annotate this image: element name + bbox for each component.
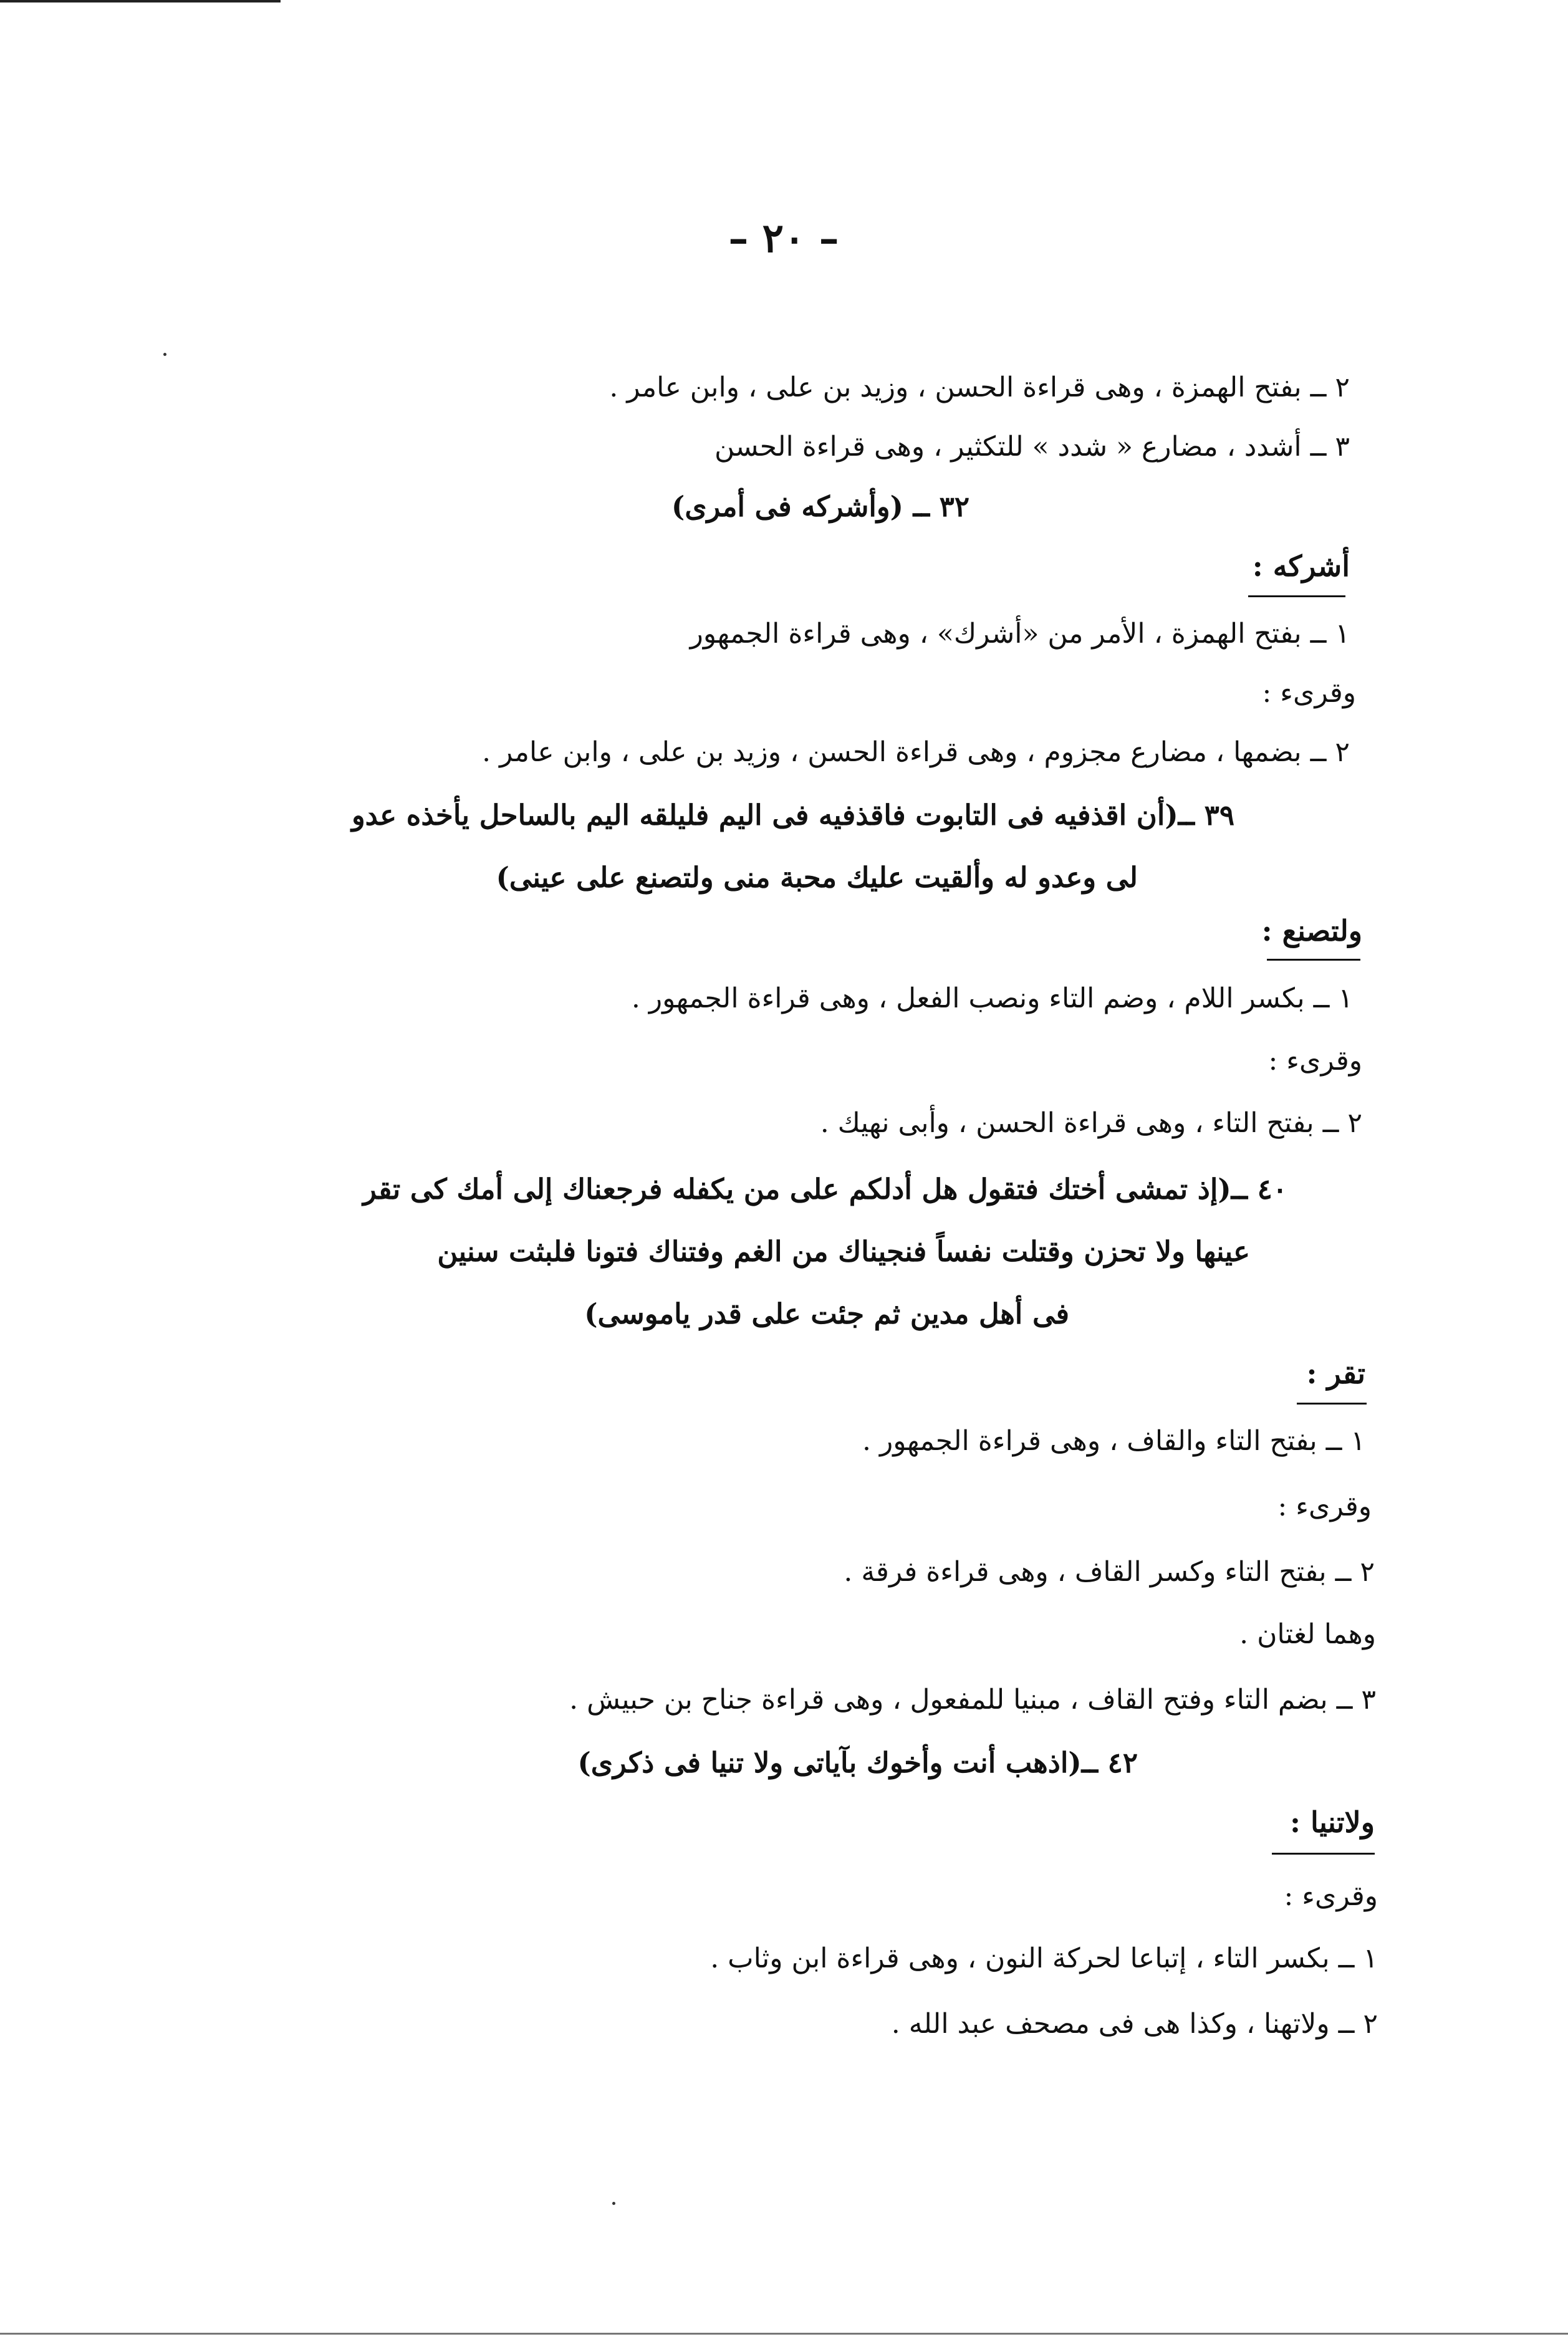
text-line: وقرىء : [1262, 677, 1356, 709]
text-line: ٢ ــ بضمها ، مضارع مجزوم ، وهى قراءة الحسن ، وزيد بن على ، وابن عامر . [482, 736, 1350, 768]
text-line: ١ ــ بفتح التاء والقاف ، وهى قراءة الجمهور . [862, 1425, 1365, 1457]
verse-line: ٤٠ ــ(إذ تمشى أختك فتقول هل أدلكم على من يكفله فرجعناك إلى أمك كى تقر [363, 1173, 1287, 1206]
text-line: ٢ ــ بفتح الهمزة ، وهى قراءة الحسن ، وزيد بن على ، وابن عامر . [609, 372, 1350, 403]
scan-speck [612, 2202, 615, 2205]
section-heading: ولتصنع : [1261, 914, 1362, 948]
verse-line: لى وعدو له وألقيت عليك محبة منى ولتصنع على عينى) [496, 861, 1138, 894]
verse-line: ٣٢ ــ (وأشركه فى أمرى) [671, 490, 969, 523]
heading-underline [1272, 1853, 1375, 1855]
text-line: وهما لغتان . [1239, 1618, 1376, 1650]
section-heading: أشركه : [1252, 549, 1350, 583]
verse-line: فى أهل مدين ثم جئت على قدر ياموسى) [584, 1297, 1069, 1330]
text-line: ١ ــ بفتح الهمزة ، الأمر من «أشرك» ، وهى قراءة الجمهور [690, 618, 1350, 650]
section-heading: تقر : [1306, 1357, 1365, 1390]
verse-line: ٤٢ ــ(اذهب أنت وأخوك بآياتى ولا تنيا فى ذكرى) [577, 1746, 1138, 1779]
heading-underline [1248, 595, 1345, 597]
bottom-edge-rule [0, 2333, 1568, 2335]
verse-line: عينها ولا تحزن وقتلت نفساً فنجيناك من الغم وفتناك فتونا فلبثت سنين [437, 1235, 1250, 1268]
text-line: ١ ــ بكسر اللام ، وضم التاء ونصب الفعل ، وهى قراءة الجمهور . [631, 982, 1353, 1014]
scan-speck [163, 353, 166, 356]
text-line: وقرىء : [1284, 1880, 1378, 1912]
verse-line: ٣٩ ــ(أن اقذفيه فى التابوت فاقذفيه فى اليم فليلقه اليم بالساحل يأخذه عدو [351, 799, 1234, 832]
text-line: ٢ ــ بفتح التاء ، وهى قراءة الحسن ، وأبى نهيك . [820, 1107, 1362, 1139]
text-line: وقرىء : [1268, 1045, 1362, 1077]
text-line: ١ ــ بكسر التاء ، إتباعا لحركة النون ، وهى قراءة ابن وثاب . [710, 1943, 1378, 1974]
section-heading: ولاتنيا : [1289, 1805, 1375, 1839]
text-line: ٢ ــ بفتح التاء وكسر القاف ، وهى قراءة فرقة . [844, 1556, 1375, 1588]
text-line: ٣ ــ بضم التاء وفتح القاف ، مبنيا للمفعول ، وهى قراءة جناح بن حبيش . [569, 1684, 1376, 1716]
text-line: وقرىء : [1277, 1491, 1372, 1522]
page-number: – ٢٠ – [728, 215, 839, 262]
heading-underline [1267, 959, 1360, 961]
heading-underline [1297, 1403, 1367, 1405]
top-edge-rule [0, 0, 281, 2]
text-line: ٢ ــ ولاتهنا ، وكذا هى فى مصحف عبد الله . [891, 2008, 1378, 2040]
text-line: ٣ ــ أشدد ، مضارع « شدد » للتكثير ، وهى قراءة الحسن [714, 431, 1350, 463]
